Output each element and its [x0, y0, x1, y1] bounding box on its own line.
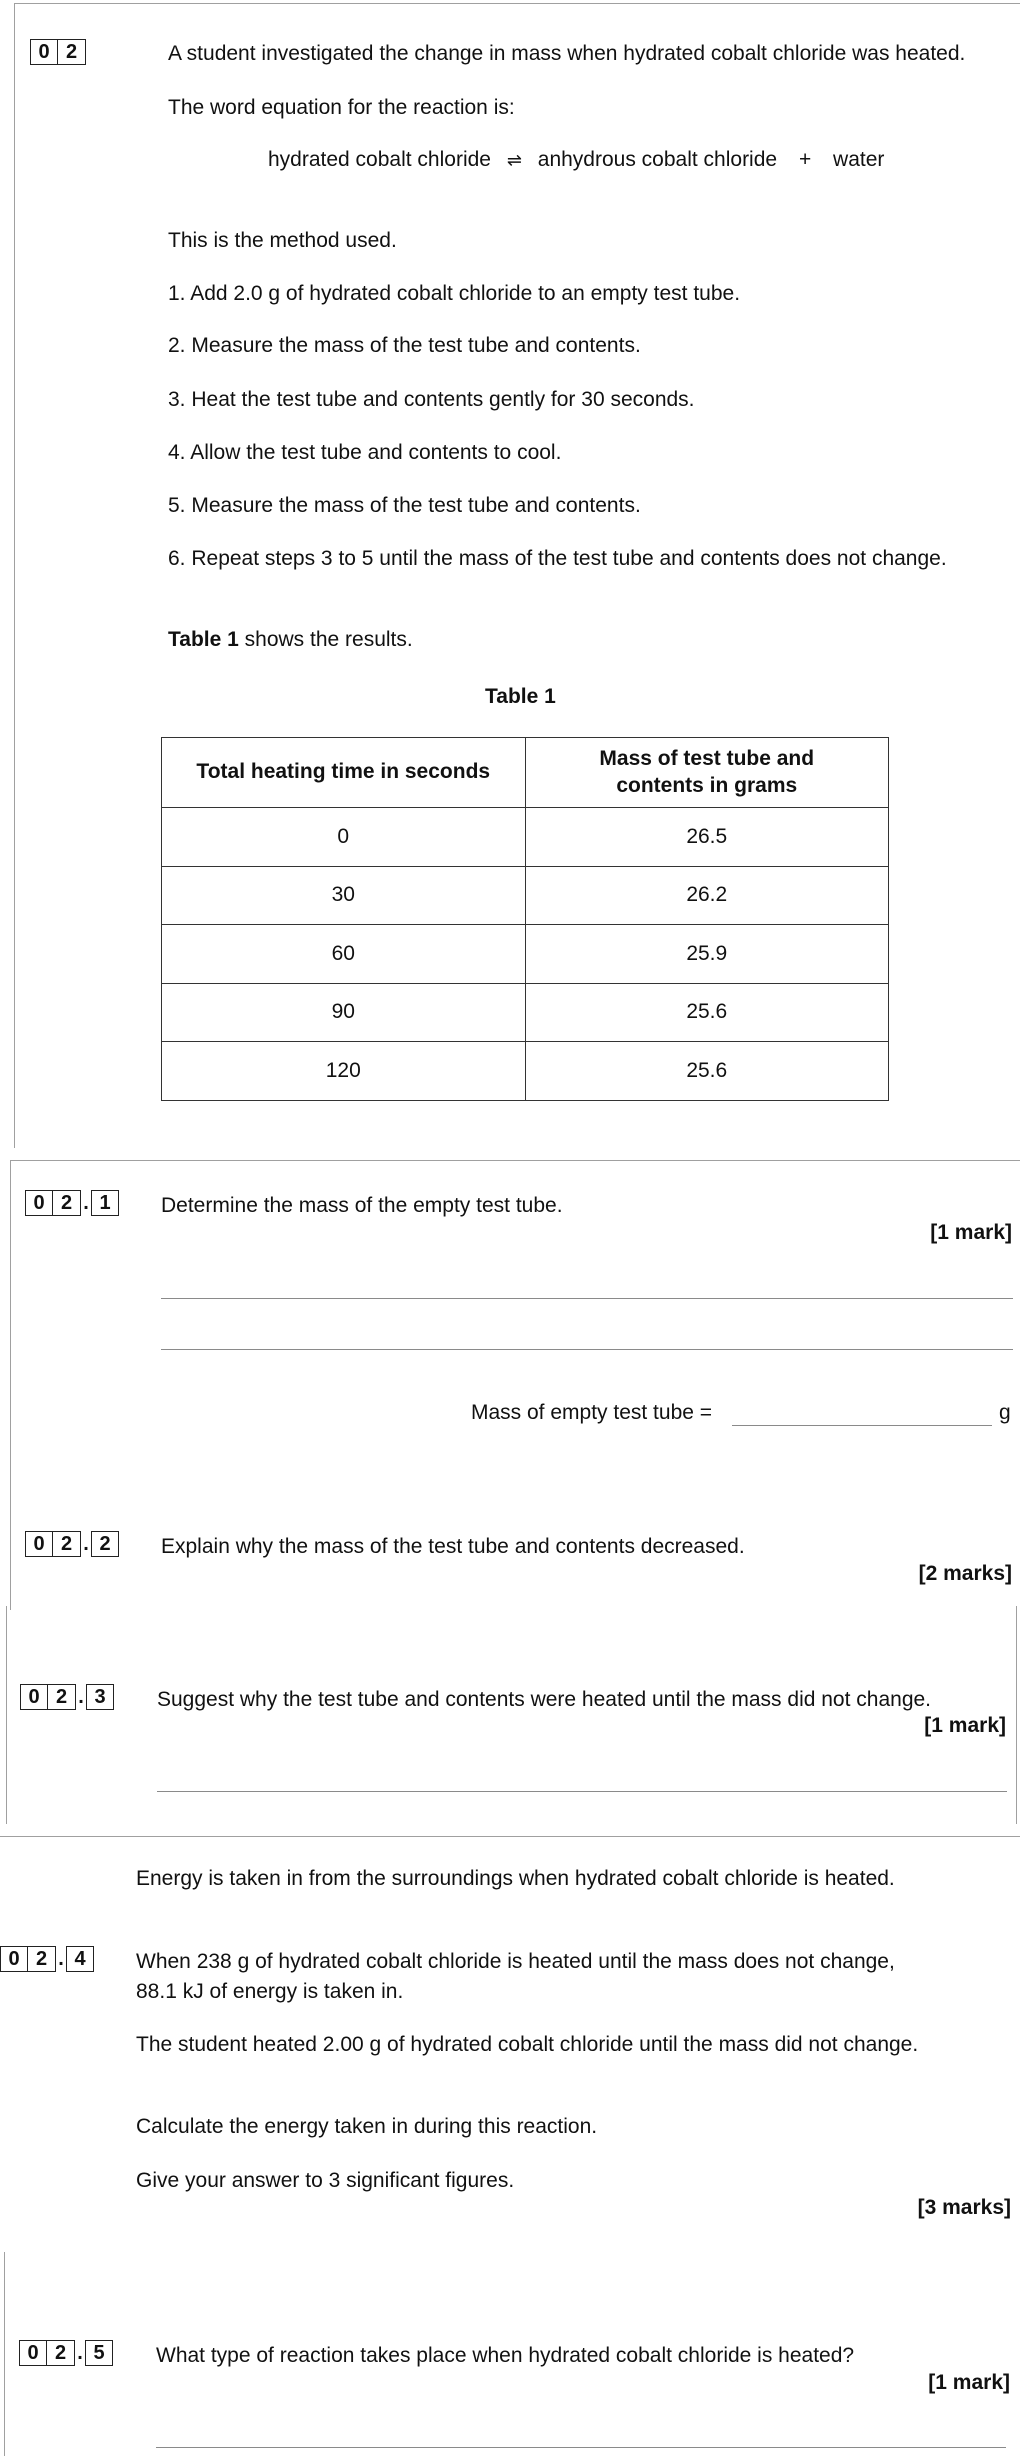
part4-calculate: Calculate the energy taken in during this reaction.: [136, 2115, 598, 2138]
part-digit: 2: [28, 1946, 56, 1972]
part1-marks: [1 mark]: [930, 1221, 1012, 1244]
part4-text-line1: When 238 g of hydrated cobalt chloride is heated until the mass does not change,: [136, 1950, 895, 1973]
method-step: 1. Add 2.0 g of hydrated cobalt chloride to an empty test tube.: [168, 282, 741, 305]
part1-answer-label: Mass of empty test tube =: [471, 1401, 713, 1424]
part1-number-box: [25, 1190, 119, 1216]
part-digit: 1: [91, 1190, 119, 1216]
part2-text: Explain why the mass of the test tube and contents decreased.: [161, 1535, 745, 1558]
part-digit: 2: [91, 1531, 119, 1557]
part-digit: 2: [48, 1684, 76, 1710]
part4-intro: Energy is taken in from the surroundings when hydrated cobalt chloride is heated.: [136, 1867, 895, 1890]
table-reference-text: shows the results.: [238, 628, 413, 651]
frame-top-line: [14, 3, 1020, 4]
part2-number-box: [25, 1531, 119, 1557]
reversible-arrow-icon: ⇌: [506, 150, 522, 170]
part-digit: 3: [86, 1684, 114, 1710]
method-step: 6. Repeat steps 3 to 5 until the mass of the test tube and contents does not change.: [168, 547, 947, 570]
answer-line[interactable]: [161, 1349, 1013, 1350]
part-separator: .: [58, 1948, 64, 1970]
question-intro: A student investigated the change in mass when hydrated cobalt chloride was heated.: [168, 42, 966, 65]
table-reference: [168, 627, 413, 653]
part-separator: .: [83, 1192, 89, 1214]
table-cell-mass: 25.6: [525, 983, 889, 1042]
table-cell-mass: 26.5: [525, 808, 889, 867]
method-step: 3. Heat the test tube and contents gently for 30 seconds.: [168, 388, 695, 411]
part3-text: Suggest why the test tube and contents were heated until the mass did not change.: [157, 1688, 932, 1711]
method-step: 4. Allow the test tube and contents to cool.: [168, 441, 562, 464]
part-digit: 2: [53, 1531, 81, 1557]
table-row: [162, 808, 889, 867]
part-digit: 5: [85, 2340, 113, 2366]
question-digit: 0: [30, 39, 58, 65]
frame-left-line-3: [6, 1606, 7, 1824]
answer-line[interactable]: [157, 1791, 1007, 1792]
method-step: 5. Measure the mass of the test tube and contents.: [168, 494, 641, 517]
part3-marks: [1 mark]: [924, 1714, 1006, 1737]
equation-reactant: hydrated cobalt chloride: [268, 148, 491, 171]
part1-unit: g: [999, 1401, 1011, 1424]
section-divider-2: [0, 1836, 1020, 1837]
method-intro: This is the method used.: [168, 229, 397, 252]
table-cell-mass: 25.9: [525, 925, 889, 984]
table-cell-time: 30: [162, 866, 526, 925]
part5-text: What type of reaction takes place when hydrated cobalt chloride is heated?: [156, 2344, 855, 2367]
question-number-box: [30, 39, 86, 65]
equation-product2: water: [833, 148, 885, 171]
part-digit: 0: [25, 1190, 53, 1216]
frame-left-line: [14, 3, 15, 1148]
part-digit: 0: [25, 1531, 53, 1557]
table-cell-time: 0: [162, 808, 526, 867]
table-title: Table 1: [485, 685, 556, 708]
part-digit: 2: [53, 1190, 81, 1216]
word-equation: [268, 147, 884, 173]
table-row: [162, 925, 889, 984]
part3-number-box: [20, 1684, 114, 1710]
table-header-mass: Mass of test tube and contents in grams: [525, 738, 889, 808]
answer-line[interactable]: [161, 1298, 1013, 1299]
part-separator: .: [78, 1686, 84, 1708]
equation-plus: +: [798, 148, 812, 171]
section-divider: [10, 1160, 1020, 1161]
table-header-row: [162, 738, 889, 808]
answer-line[interactable]: [156, 2447, 1006, 2448]
frame-right-line-3: [1016, 1606, 1017, 1824]
part-digit: 0: [0, 1946, 28, 1972]
part-digit: 4: [66, 1946, 94, 1972]
part4-number-box: [0, 1946, 94, 1972]
part-digit: 2: [47, 2340, 75, 2366]
table-cell-time: 90: [162, 983, 526, 1042]
frame-left-line-4: [4, 2252, 5, 2456]
part4-text-line2: 88.1 kJ of energy is taken in.: [136, 1980, 404, 2003]
table-row: [162, 1042, 889, 1101]
part-separator: .: [83, 1533, 89, 1555]
question-digit: 2: [58, 39, 86, 65]
equation-intro: The word equation for the reaction is:: [168, 96, 515, 119]
results-table: [161, 737, 889, 1101]
part-digit: 0: [20, 1684, 48, 1710]
mass-answer-line[interactable]: [732, 1425, 992, 1426]
method-step: 2. Measure the mass of the test tube and contents.: [168, 334, 641, 357]
table-header-time: Total heating time in seconds: [162, 738, 526, 808]
table-row: [162, 866, 889, 925]
equation-product1: anhydrous cobalt chloride: [537, 148, 778, 171]
part4-heated: The student heated 2.00 g of hydrated cobalt chloride until the mass did not change.: [136, 2033, 919, 2056]
part-digit: 0: [19, 2340, 47, 2366]
table-reference-bold: Table 1: [168, 628, 239, 651]
part4-sigfig: Give your answer to 3 significant figures.: [136, 2169, 515, 2192]
part1-text: Determine the mass of the empty test tube.: [161, 1194, 563, 1217]
table-cell-time: 120: [162, 1042, 526, 1101]
table-row: [162, 983, 889, 1042]
part-separator: .: [77, 2342, 83, 2364]
frame-left-line-2: [10, 1160, 11, 1610]
part5-marks: [1 mark]: [928, 2371, 1010, 2394]
table-cell-mass: 26.2: [525, 866, 889, 925]
part5-number-box: [19, 2340, 113, 2366]
part4-marks: [3 marks]: [917, 2196, 1011, 2219]
part2-marks: [2 marks]: [918, 1562, 1012, 1585]
table-cell-mass: 25.6: [525, 1042, 889, 1101]
table-cell-time: 60: [162, 925, 526, 984]
